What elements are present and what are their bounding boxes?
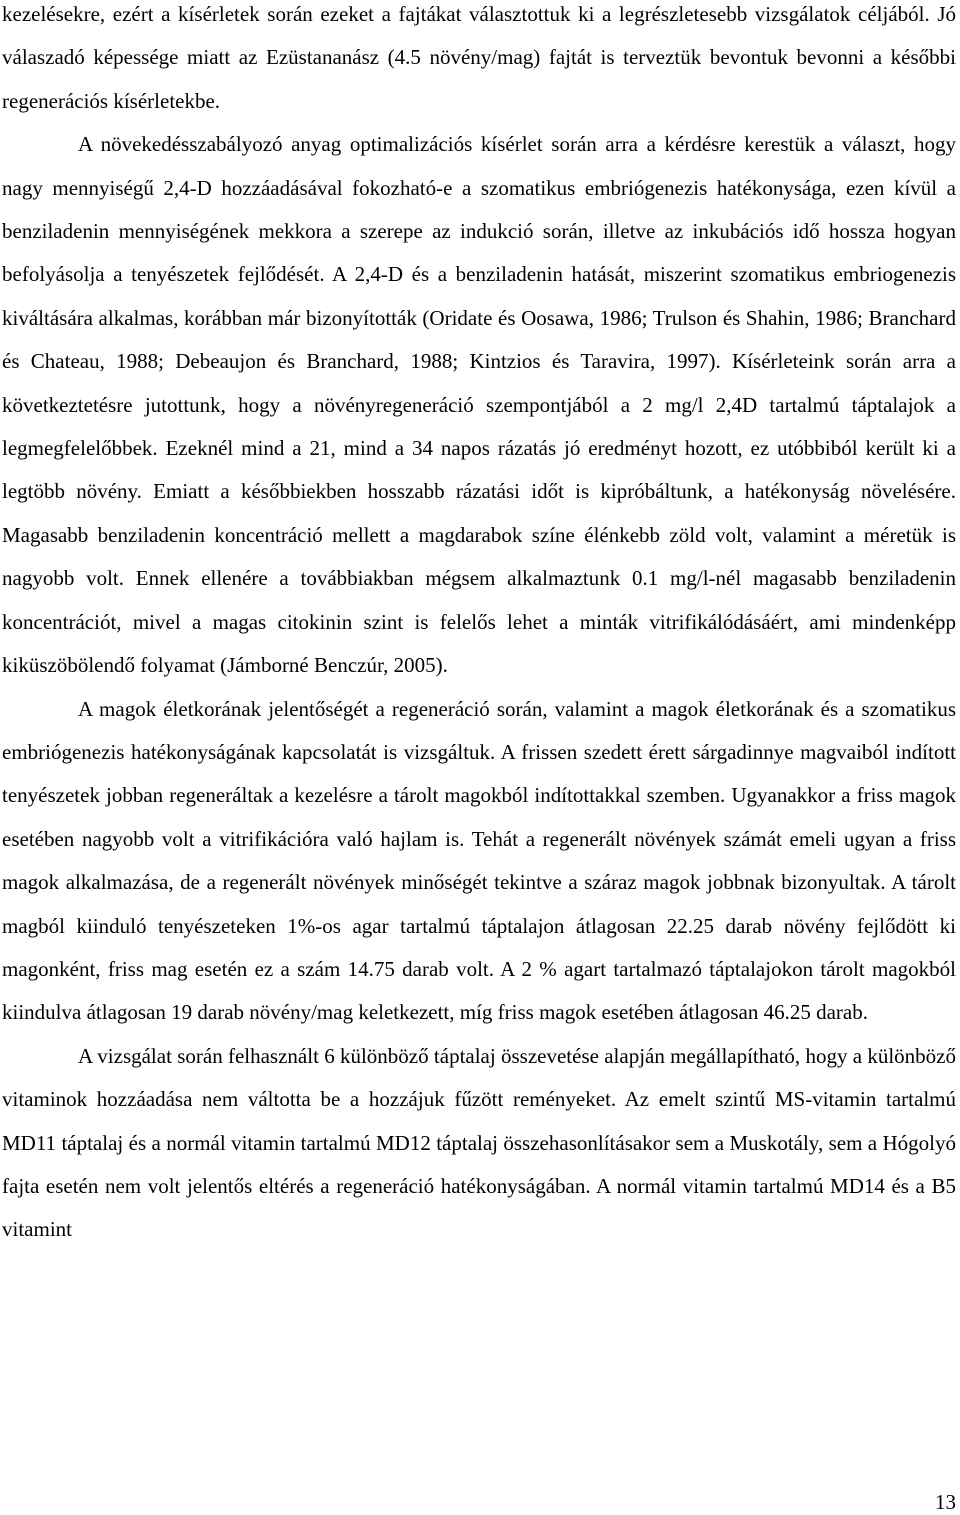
page-number: 13: [935, 1490, 956, 1514]
paragraph-continuation: kezelésekre, ezért a kísérletek során ezeket a fajtákat választottuk ki a legrészletesebb vizsgálatok céljából. Jó válaszadó képessége miatt az Ezüstananász (4.5 növény/mag) fajtát is terveztük bevontuk bevonni a későbbi regenerációs kísérletekbe.: [2, 2, 956, 113]
paragraph-growth-regulator: A növekedésszabályozó anyag optimalizációs kísérlet során arra a kérdésre kerestük a választ, hogy nagy mennyiségű 2,4-D hozzáadásával fokozható-e a szomatikus embriógenezis hatékonysága, ezen kívül a benziladenin mennyiségének mekkora a szerepe az indukció során, illetve az inkubációs idő hossza hogyan befolyásolja a tenyészetek fejlődését. A 2,4-D és a benziladenin hatását, miszerint szomatikus embriogenezis kiváltására alkalmas, korábban már bizonyították (Oridate és Oosawa, 1986; Trulson és Shahin, 1986; Branchard és Chateau, 1988; Debeaujon és Branchard, 1988; Kintzios és Taravira, 1997). Kísérleteink során arra a következtetésre jutottunk, hogy a növényregeneráció szempontjából a 2 mg/l 2,4D tartalmú táptalajok a legmegfelelőbbek. Ezeknél mind a 21, mind a 34 napos rázatás jó eredményt hozott, ez utóbbiból került ki a legtöbb növény. Emiatt a későbbiekben hosszabb rázatási időt is kipróbáltunk, a hatékonyság növelésére. Magasabb benziladenin koncentráció mellett a magdarabok színe élénkebb zöld volt, valamint a méretük is nagyobb volt. Ennek ellenére a továbbiakban mégsem alkalmaztunk 0.1 mg/l-nél magasabb benziladenin koncentrációt, mivel a magas citokinin szint is felelős lehet a minták vitrifikálódásáért, ami mindenképp kiküszöbölendő folyamat (Jámborné Benczúr, 2005).: [2, 132, 956, 678]
paragraph-media-comparison: A vizsgálat során felhasznált 6 különböző táptalaj összevetése alapján megállapítható, hogy a különböző vitaminok hozzáadása nem váltotta be a hozzájuk fűzött reményeket. Az emelt szintű MS-vitamin tartalmú MD11 táptalaj és a normál vitamin tartalmú MD12 táptalaj összehasonlításakor sem a Muskotály, sem a Hógolyó fajta esetén nem volt jelentős eltérés a regeneráció hatékonyságában. A normál vitamin tartalmú MD14 és a B5 vitamint: [2, 1043, 956, 1242]
paragraph-seed-age: A magok életkorának jelentőségét a regeneráció során, valamint a magok életkorának és a szomatikus embriógenezis hatékonyságának kapcsolatát is vizsgáltuk. A frissen szedett érett sárgadinnye magvaiból indított tenyészetek jobban regeneráltak a kezelésre a tárolt magokból indítottakkal szemben. Ugyanakkor a friss magok esetében nagyobb volt a vitrifikációra való hajlam is. Tehát a regenerált növények számát emeli ugyan a friss magok alkalmazása, de a regenerált növények minőségét tekintve a száraz magok jobbnak bizonyultak. A tárolt magból kiinduló tenyészeteken 1%-os agar tartalmú táptalajon átlagosan 22.25 darab növény fejlődött ki magonként, friss mag esetén ez a szám 14.75 darab volt. A 2 % agart tartalmazó táptalajokon tárolt magokból kiindulva átlagosan 19 darab növény/mag keletkezett, míg friss magok esetében átlagosan 46.25 darab.: [2, 696, 956, 1025]
body-text: [2, 0, 956, 1252]
